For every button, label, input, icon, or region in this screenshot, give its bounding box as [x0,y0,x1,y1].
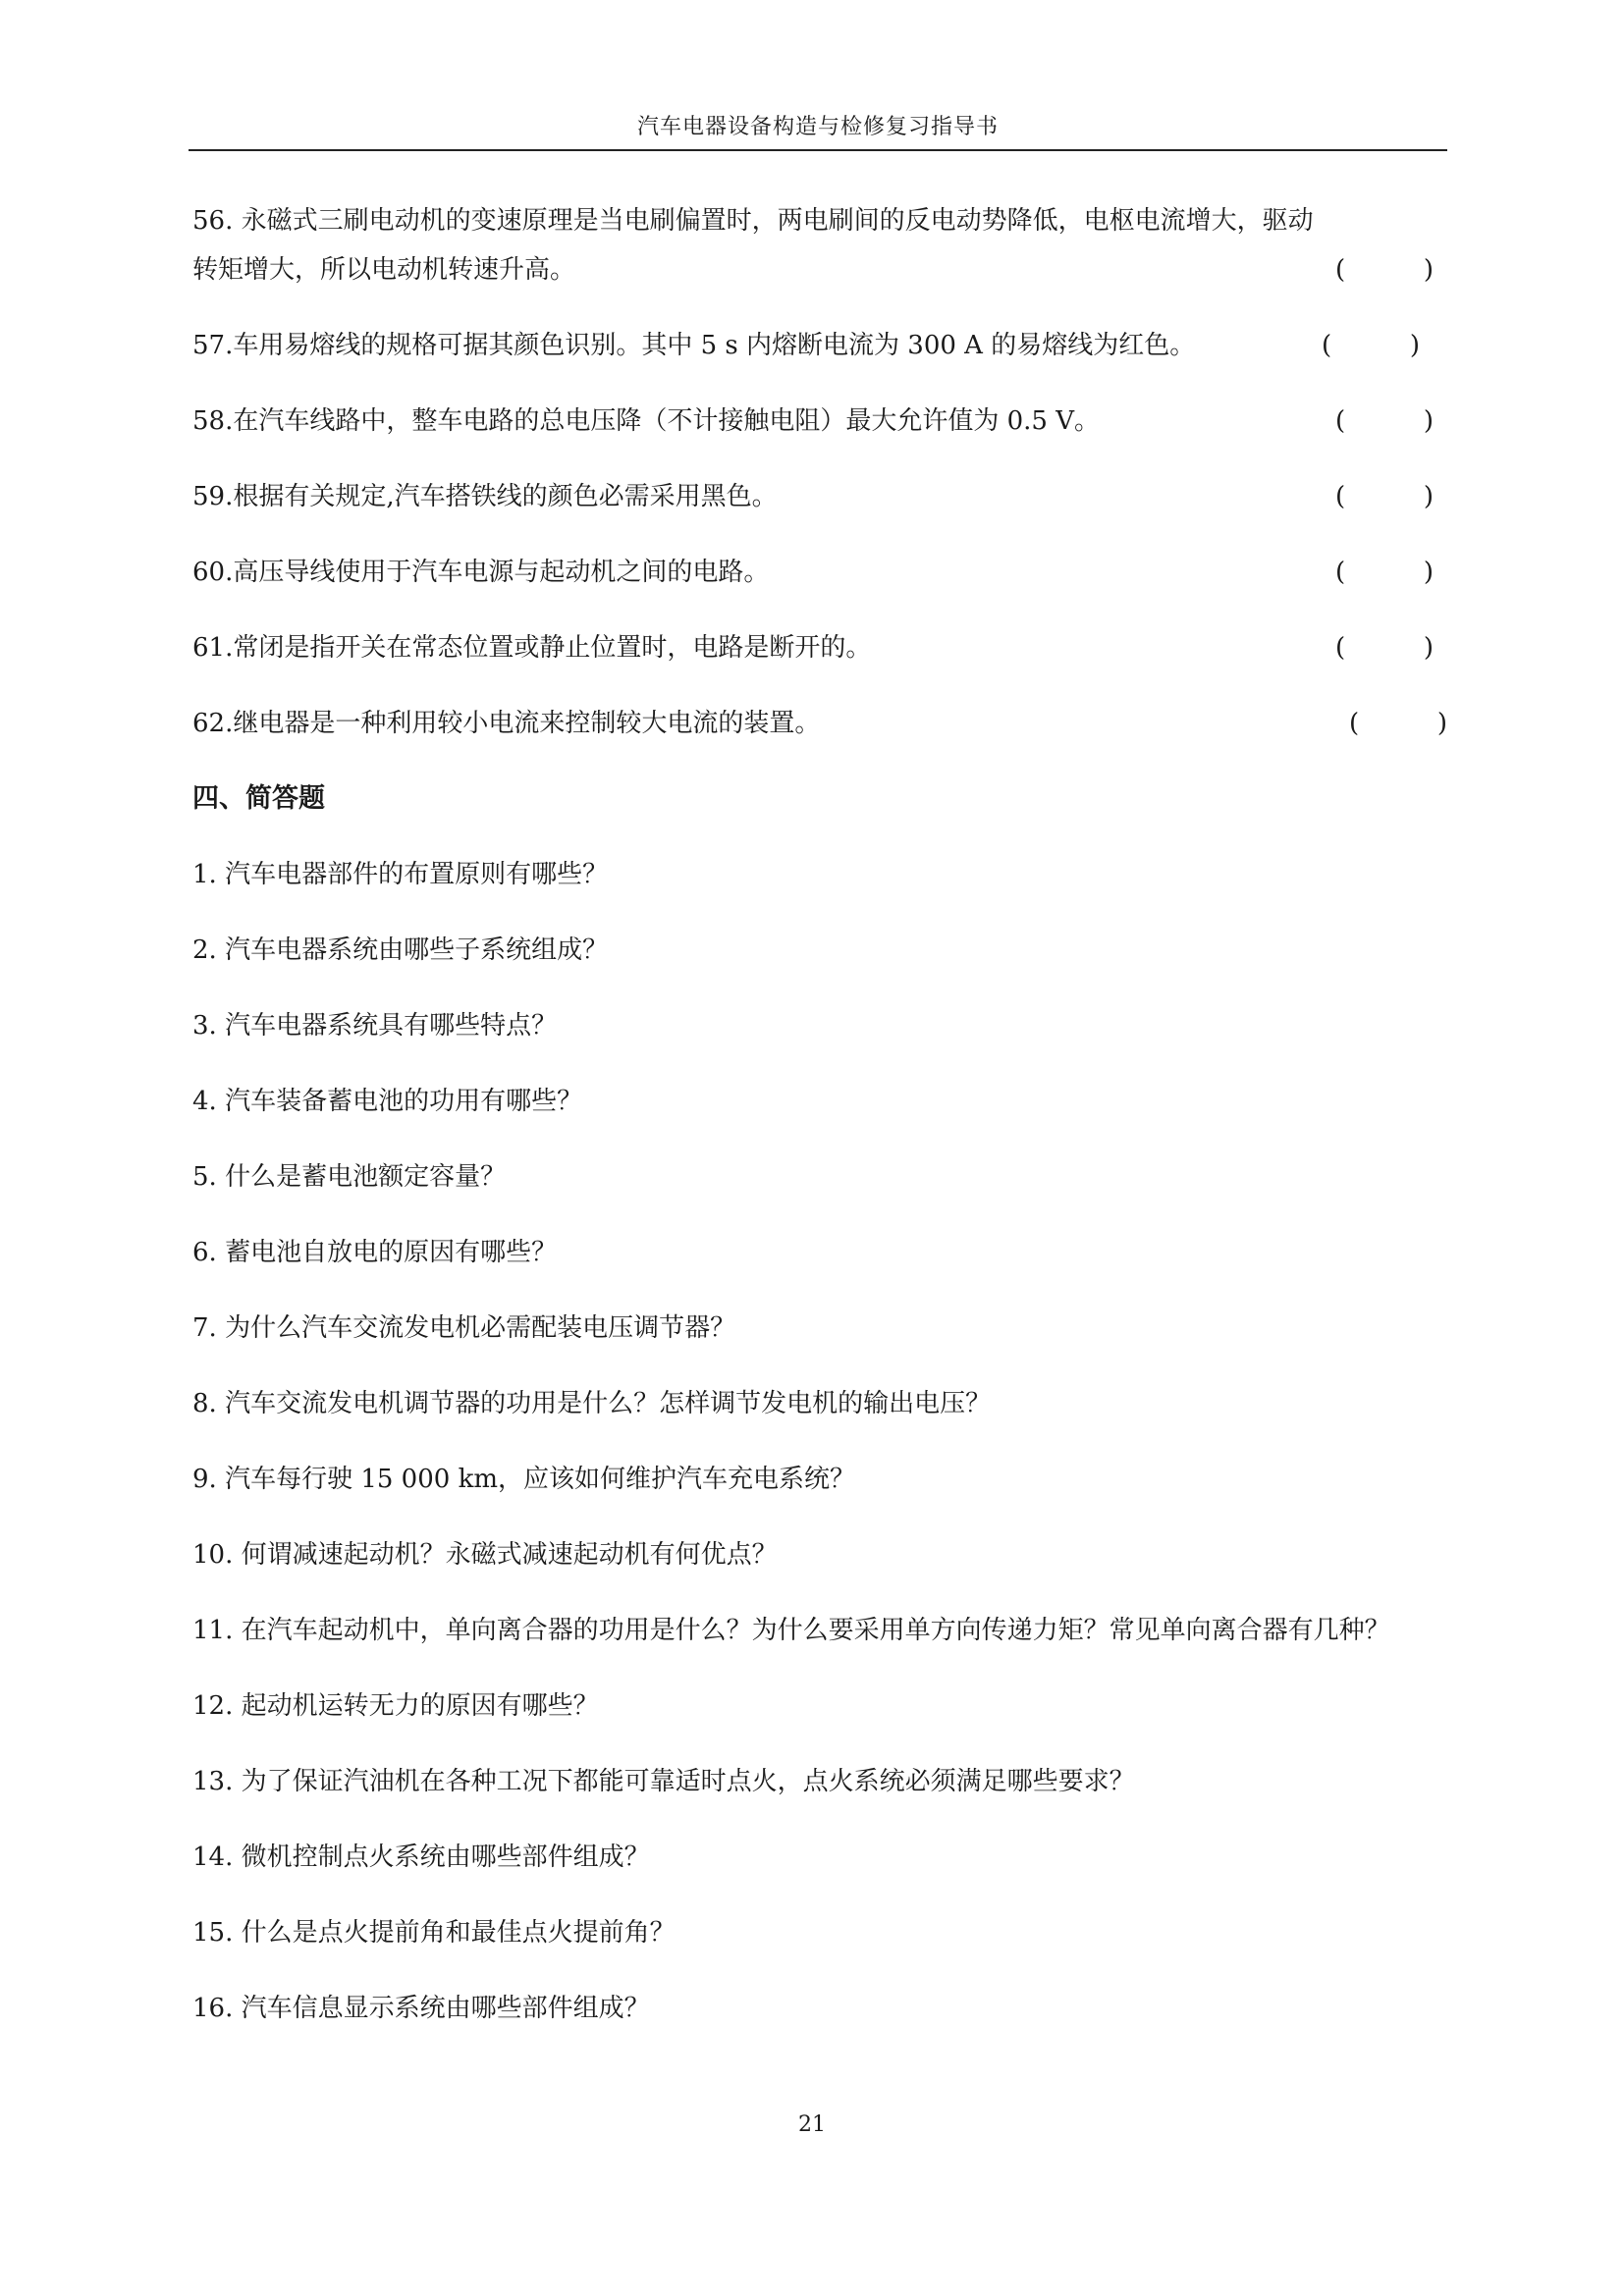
page-number: 21 [798,2112,826,2137]
list-item: 13. 为了保证汽油机在各种工况下都能可靠适时点火，点火系统必须满足哪些要求？ [192,1767,1135,1796]
list-item: 3. 汽车电器系统具有哪些特点？ [192,1011,558,1041]
list-item: 8. 汽车交流发电机调节器的功用是什么？怎样调节发电机的输出电压？ [192,1389,992,1418]
tf-question-62 [192,699,1447,748]
list-item: 15. 什么是点火提前角和最佳点火提前角？ [192,1918,676,1948]
tf-question-58 [192,397,1447,446]
tf-question-59 [192,472,1447,521]
list-item: 4. 汽车装备蓄电池的功用有哪些？ [192,1087,583,1116]
page-body [192,196,1447,2059]
running-header: 汽车电器设备构造与检修复习指导书 [636,115,999,139]
list-item: 5. 什么是蓄电池额定容量？ [192,1162,507,1192]
tf-question-text: 56. 永磁式三刷电动机的变速原理是当电刷偏置时，两电刷间的反电动势降低，电枢电流增大，驱动转矩增大，所以电动机转速升高。 [192,206,1314,285]
list-item: 10. 何谓减速起动机？永磁式减速起动机有何优点？ [192,1540,778,1570]
list-item: 11. 在汽车起动机中，单向离合器的功用是什么？为什么要采用单方向传递力矩？常见单向离合器有几种？ [192,1616,1390,1645]
list-item: 6. 蓄电池自放电的原因有哪些？ [192,1238,558,1267]
answer-bracket: ( ) [1322,331,1420,360]
true-false-list [192,196,1447,748]
header-rule [189,149,1447,151]
list-item: 2. 汽车电器系统由哪些子系统组成？ [192,935,609,965]
tf-question-61 [192,623,1447,672]
answer-bracket: ( ) [1349,709,1447,738]
answer-bracket: ( ) [1335,255,1434,285]
answer-bracket: ( ) [1335,482,1434,511]
answer-bracket: ( ) [1335,406,1434,436]
tf-question-text: 59.根据有关规定,汽车搭铁线的颜色必需采用黑色。 [192,482,778,511]
answer-bracket: ( ) [1335,633,1434,663]
tf-question-56 [192,196,1447,294]
list-item: 9. 汽车每行驶 15 000 km，应该如何维护汽车充电系统？ [192,1465,855,1494]
short-answer-list [192,850,1447,2033]
tf-question-60 [192,548,1447,597]
tf-question-text: 62.继电器是一种利用较小电流来控制较大电流的装置。 [192,709,821,738]
tf-question-57 [192,321,1447,370]
answer-bracket: ( ) [1335,558,1434,587]
section-title-short-answer: 四、简答题 [192,783,325,814]
list-item: 16. 汽车信息显示系统由哪些部件组成？ [192,1994,650,2023]
list-item: 14. 微机控制点火系统由哪些部件组成？ [192,1842,650,1872]
tf-question-text: 60.高压导线使用于汽车电源与起动机之间的电路。 [192,558,770,587]
tf-question-text: 58.在汽车线路中，整车电路的总电压降（不计接触电阻）最大允许值为 0.5 V。 [192,406,1101,436]
list-item: 12. 起动机运转无力的原因有哪些？ [192,1691,599,1721]
list-item: 7. 为什么汽车交流发电机必需配装电压调节器？ [192,1313,736,1343]
tf-question-text: 61.常闭是指开关在常态位置或静止位置时，电路是断开的。 [192,633,872,663]
list-item: 1. 汽车电器部件的布置原则有哪些？ [192,860,609,889]
tf-question-text: 57.车用易熔线的规格可据其颜色识别。其中 5 s 内熔断电流为 300 A 的易熔线为红色。 [192,331,1196,360]
